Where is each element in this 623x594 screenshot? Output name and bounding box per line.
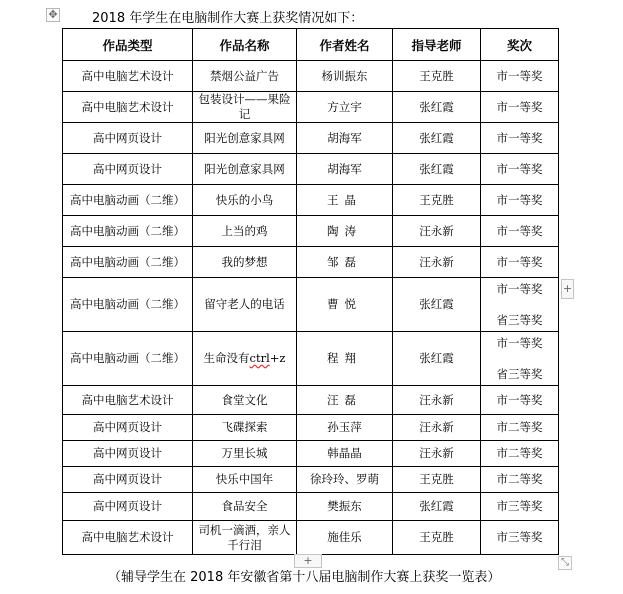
cell-title[interactable]: 万里长城 <box>193 441 297 467</box>
header-award: 奖次 <box>481 29 559 61</box>
table-row <box>63 386 559 415</box>
cell-award[interactable]: 市二等奖 <box>481 467 559 493</box>
cell-award[interactable]: 市三等奖 <box>481 521 559 555</box>
cell-type[interactable]: 高中网页设计 <box>63 415 193 441</box>
title-prefix: 生命没有 <box>203 351 250 365</box>
cell-award[interactable]: 市一等奖 <box>481 216 559 247</box>
cell-teacher[interactable]: 张红霞 <box>393 154 481 185</box>
cell-title[interactable]: 阳光创意家具网 <box>193 154 297 185</box>
cell-author[interactable]: 曹悦 <box>297 278 393 332</box>
table-row <box>63 61 559 92</box>
cell-type[interactable]: 高中电脑动画（二维） <box>63 332 193 386</box>
cell-teacher[interactable]: 王克胜 <box>393 467 481 493</box>
cell-teacher[interactable]: 汪永新 <box>393 247 481 278</box>
cell-author[interactable]: 程翔 <box>297 332 393 386</box>
cell-award[interactable]: 市一等奖 <box>481 123 559 154</box>
table-row <box>63 216 559 247</box>
cell-author[interactable]: 樊振东 <box>297 493 393 521</box>
cell-title[interactable]: 上当的鸡 <box>193 216 297 247</box>
cell-award[interactable]: 市一等奖 <box>481 154 559 185</box>
cell-type[interactable]: 高中网页设计 <box>63 467 193 493</box>
cell-author[interactable]: 韩晶晶 <box>297 441 393 467</box>
header-teacher: 指导老师 <box>393 29 481 61</box>
award-line-province: 省三等奖 <box>496 366 543 381</box>
add-column-plus-icon[interactable]: + <box>294 554 322 568</box>
award-line-city: 市一等奖 <box>496 281 543 296</box>
cell-title[interactable]: 快乐的小鸟 <box>193 185 297 216</box>
table-move-handle-icon[interactable]: ✥ <box>46 8 60 22</box>
award-line-province: 省三等奖 <box>496 312 543 327</box>
cell-type[interactable]: 高中电脑艺术设计 <box>63 61 193 92</box>
header-author: 作者姓名 <box>297 29 393 61</box>
cell-author[interactable]: 孙玉萍 <box>297 415 393 441</box>
cell-title[interactable]: 包装设计——果险记 <box>193 92 297 123</box>
table-row <box>63 493 559 521</box>
cell-teacher[interactable]: 汪永新 <box>393 415 481 441</box>
add-row-plus-icon[interactable]: + <box>561 279 574 299</box>
cell-author[interactable]: 施佳乐 <box>297 521 393 555</box>
award-gap <box>483 351 556 367</box>
cell-type[interactable]: 高中电脑艺术设计 <box>63 92 193 123</box>
cell-author[interactable]: 杨训振东 <box>297 61 393 92</box>
diagonal-resize-icon[interactable]: ⤡ <box>558 556 572 570</box>
cell-title[interactable]: 禁烟公益广告 <box>193 61 297 92</box>
cell-title[interactable]: 留守老人的电话 <box>193 278 297 332</box>
table-row <box>63 415 559 441</box>
cell-teacher[interactable]: 张红霞 <box>393 123 481 154</box>
cell-title[interactable]: 食堂文化 <box>193 386 297 415</box>
cell-author[interactable]: 胡海军 <box>297 123 393 154</box>
table-row <box>63 92 559 123</box>
cell-title[interactable] <box>193 332 297 386</box>
cell-teacher[interactable]: 汪永新 <box>393 216 481 247</box>
cell-type[interactable]: 高中网页设计 <box>63 493 193 521</box>
table-row <box>63 441 559 467</box>
cell-award[interactable]: 市二等奖 <box>481 415 559 441</box>
cell-award[interactable]: 市二等奖 <box>481 441 559 467</box>
cell-teacher[interactable]: 汪永新 <box>393 386 481 415</box>
cell-teacher[interactable]: 王克胜 <box>393 521 481 555</box>
cell-author[interactable]: 汪磊 <box>297 386 393 415</box>
award-line-city: 市一等奖 <box>496 335 543 350</box>
cell-teacher[interactable]: 王克胜 <box>393 185 481 216</box>
table-caption: （辅导学生在 2018 年安徽省第十八届电脑制作大赛上获奖一览表） <box>108 570 501 585</box>
table-row <box>63 123 559 154</box>
cell-award[interactable]: 市一等奖 <box>481 247 559 278</box>
cell-title[interactable]: 飞碟探索 <box>193 415 297 441</box>
cell-teacher[interactable]: 王克胜 <box>393 61 481 92</box>
table-row <box>63 185 559 216</box>
cell-type[interactable]: 高中电脑艺术设计 <box>63 521 193 555</box>
cell-type[interactable]: 高中网页设计 <box>63 123 193 154</box>
table-header-row <box>63 29 559 61</box>
table-row <box>63 332 559 386</box>
title-suffix: +z <box>269 351 286 365</box>
cell-type[interactable]: 高中电脑动画（二维） <box>63 216 193 247</box>
cell-type[interactable]: 高中电脑动画（二维） <box>63 247 193 278</box>
cell-teacher[interactable]: 张红霞 <box>393 493 481 521</box>
cell-author[interactable]: 胡海军 <box>297 154 393 185</box>
cell-teacher[interactable]: 汪永新 <box>393 441 481 467</box>
cell-award[interactable] <box>481 332 559 386</box>
cell-award[interactable]: 市一等奖 <box>481 92 559 123</box>
cell-title[interactable]: 阳光创意家具网 <box>193 123 297 154</box>
cell-award[interactable]: 市一等奖 <box>481 61 559 92</box>
cell-award[interactable]: 市一等奖 <box>481 185 559 216</box>
header-type: 作品类型 <box>63 29 193 61</box>
cell-type[interactable]: 高中网页设计 <box>63 154 193 185</box>
cell-teacher[interactable]: 张红霞 <box>393 278 481 332</box>
cell-author[interactable]: 方立宇 <box>297 92 393 123</box>
cell-award[interactable] <box>481 278 559 332</box>
cell-author[interactable]: 王晶 <box>297 185 393 216</box>
spellcheck-underline: ctrl <box>249 351 270 365</box>
cell-award[interactable]: 市一等奖 <box>481 386 559 415</box>
table-row <box>63 521 559 555</box>
cell-title[interactable]: 我的梦想 <box>193 247 297 278</box>
cell-author[interactable]: 徐玲玲、罗萌 <box>297 467 393 493</box>
cell-title[interactable]: 食品安全 <box>193 493 297 521</box>
cell-award[interactable]: 市三等奖 <box>481 493 559 521</box>
cell-title[interactable]: 司机一滴酒，亲人千行泪 <box>193 521 297 555</box>
awards-table <box>62 28 559 555</box>
header-title: 作品名称 <box>193 29 297 61</box>
table-row <box>63 278 559 332</box>
cell-title[interactable]: 快乐中国年 <box>193 467 297 493</box>
cell-type[interactable]: 高中电脑艺术设计 <box>63 386 193 415</box>
cell-teacher[interactable]: 张红霞 <box>393 332 481 386</box>
cell-author[interactable]: 陶涛 <box>297 216 393 247</box>
table-row <box>63 467 559 493</box>
cell-author[interactable]: 邹磊 <box>297 247 393 278</box>
cell-type[interactable]: 高中电脑动画（二维） <box>63 185 193 216</box>
cell-type[interactable]: 高中电脑动画（二维） <box>63 278 193 332</box>
table-row <box>63 154 559 185</box>
cell-teacher[interactable]: 张红霞 <box>393 92 481 123</box>
table-row <box>63 247 559 278</box>
cell-type[interactable]: 高中网页设计 <box>63 441 193 467</box>
award-gap <box>483 297 556 313</box>
intro-text: 2018 年学生在电脑制作大赛上获奖情况如下： <box>92 11 364 26</box>
